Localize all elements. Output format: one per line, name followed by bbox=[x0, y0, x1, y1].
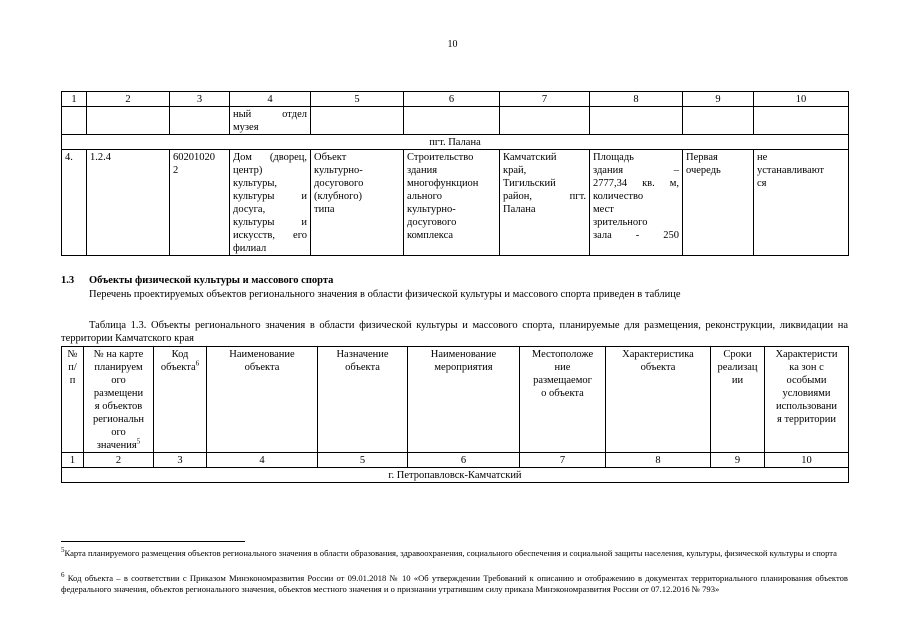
header-cell: Характеристика объекта bbox=[606, 347, 711, 453]
col-num-cell: 2 bbox=[87, 92, 170, 107]
table-cell bbox=[754, 107, 849, 135]
objects-table bbox=[61, 346, 849, 483]
header-cell: Код объекта$^6$ bbox=[154, 347, 207, 453]
section-number: 1.3 bbox=[61, 275, 75, 286]
header-cell: Назначение объекта bbox=[318, 347, 408, 453]
table-caption: Таблица 1.3. Объекты регионального значения в области физической культуры и массового спорта, планируемые для размещения, реконструкции, ликвидации на территории Камчатского края bbox=[61, 320, 848, 344]
table-row bbox=[62, 150, 849, 256]
col-num-cell: 4 bbox=[230, 92, 311, 107]
col-num-cell: 4 bbox=[207, 453, 318, 468]
table-cell: ный отдел музея bbox=[230, 107, 311, 135]
object-purpose: Объект культурно- досугового (клубного) типа bbox=[311, 150, 404, 256]
footnote-text: Код объекта – в соответствии с Приказом Минэкономразвития России от 09.01.2018 № 10 «Об утверждении Требований к описанию и отображению в документах территориального планирования объектов федерального значения, объектов регионального значения, объектов местного значения и о признании утратившим силу приказа Минэкономразвития России от 07.12.2016 № 793» bbox=[61, 573, 848, 594]
group-label: пгт. Палана bbox=[62, 135, 849, 150]
col-num-cell: 7 bbox=[500, 92, 590, 107]
footnote-text: Карта планируемого размещения объектов регионального значения в области образования, здравоохранения, социального обеспечения и социальной защиты населения, культуры, физической культуры и спорта bbox=[64, 548, 837, 558]
table-cell bbox=[404, 107, 500, 135]
table-cell bbox=[62, 107, 87, 135]
header-cell: № на карте планируем ого размещени я объектов региональн ого значения$^5$ bbox=[84, 347, 154, 453]
footnote-mark: 6 bbox=[61, 571, 65, 580]
header-cell: Наименование объекта bbox=[207, 347, 318, 453]
footnote-separator bbox=[61, 541, 245, 542]
event-name: Строительство здания многофункцион ального культурно- досугового комплекса bbox=[404, 150, 500, 256]
object-name: Дом (дворец, центр) культуры, культуры и досуга, культуры и искусств, его филиал bbox=[230, 150, 311, 256]
col-num-cell: 6 bbox=[404, 92, 500, 107]
special-zones: не устанавливают ся bbox=[754, 150, 849, 256]
header-row bbox=[62, 347, 849, 453]
table-cell bbox=[500, 107, 590, 135]
row-number: 4. bbox=[62, 150, 87, 256]
group-row bbox=[62, 468, 849, 483]
col-num-cell: 7 bbox=[520, 453, 606, 468]
object-characteristics: Площадь здания – 2777,34 кв. м, количество мест зрительного зала - 250 bbox=[590, 150, 683, 256]
section-heading bbox=[61, 275, 333, 286]
continuation-table bbox=[61, 91, 849, 256]
map-number: 1.2.4 bbox=[87, 150, 170, 256]
col-num-cell: 2 bbox=[84, 453, 154, 468]
object-location: Камчатский край, Тигильский район, пгт. Палана bbox=[500, 150, 590, 256]
header-cell: Характеристи ка зон с особыми условиями использовани я территории bbox=[765, 347, 849, 453]
table-cell bbox=[683, 107, 754, 135]
header-cell: Местоположе ние размещаемог о объекта bbox=[520, 347, 606, 453]
table-cell bbox=[590, 107, 683, 135]
header-cell: № п/ п bbox=[62, 347, 84, 453]
group-label: г. Петропавловск-Камчатский bbox=[62, 468, 849, 483]
table-row bbox=[62, 107, 849, 135]
table-cell bbox=[311, 107, 404, 135]
table-cell bbox=[170, 107, 230, 135]
object-code: 60201020 2 bbox=[170, 150, 230, 256]
col-num-cell: 5 bbox=[318, 453, 408, 468]
col-num-cell: 6 bbox=[408, 453, 520, 468]
col-num-cell: 5 bbox=[311, 92, 404, 107]
footnote-6 bbox=[61, 573, 848, 595]
col-num-cell: 3 bbox=[170, 92, 230, 107]
col-num-cell: 10 bbox=[754, 92, 849, 107]
section-intro: Перечень проектируемых объектов регионального значения в области физической культуры и массового спорта приведен в таблице bbox=[89, 289, 681, 300]
column-number-row bbox=[62, 92, 849, 107]
col-num-cell: 1 bbox=[62, 92, 87, 107]
col-num-cell: 9 bbox=[683, 92, 754, 107]
header-cell: Сроки реализац ии bbox=[711, 347, 765, 453]
page-number: 10 bbox=[447, 39, 458, 50]
section-title: Объекты физической культуры и массового спорта bbox=[89, 275, 334, 286]
header-cell: Наименование мероприятия bbox=[408, 347, 520, 453]
col-num-cell: 1 bbox=[62, 453, 84, 468]
col-num-cell: 8 bbox=[606, 453, 711, 468]
column-number-row bbox=[62, 453, 849, 468]
col-num-cell: 8 bbox=[590, 92, 683, 107]
col-num-cell: 10 bbox=[765, 453, 849, 468]
col-num-cell: 9 bbox=[711, 453, 765, 468]
footnote-5 bbox=[61, 548, 848, 559]
footnote-mark: 5 bbox=[61, 546, 65, 555]
table-cell bbox=[87, 107, 170, 135]
col-num-cell: 3 bbox=[154, 453, 207, 468]
group-row bbox=[62, 135, 849, 150]
implementation-period: Первая очередь bbox=[683, 150, 754, 256]
